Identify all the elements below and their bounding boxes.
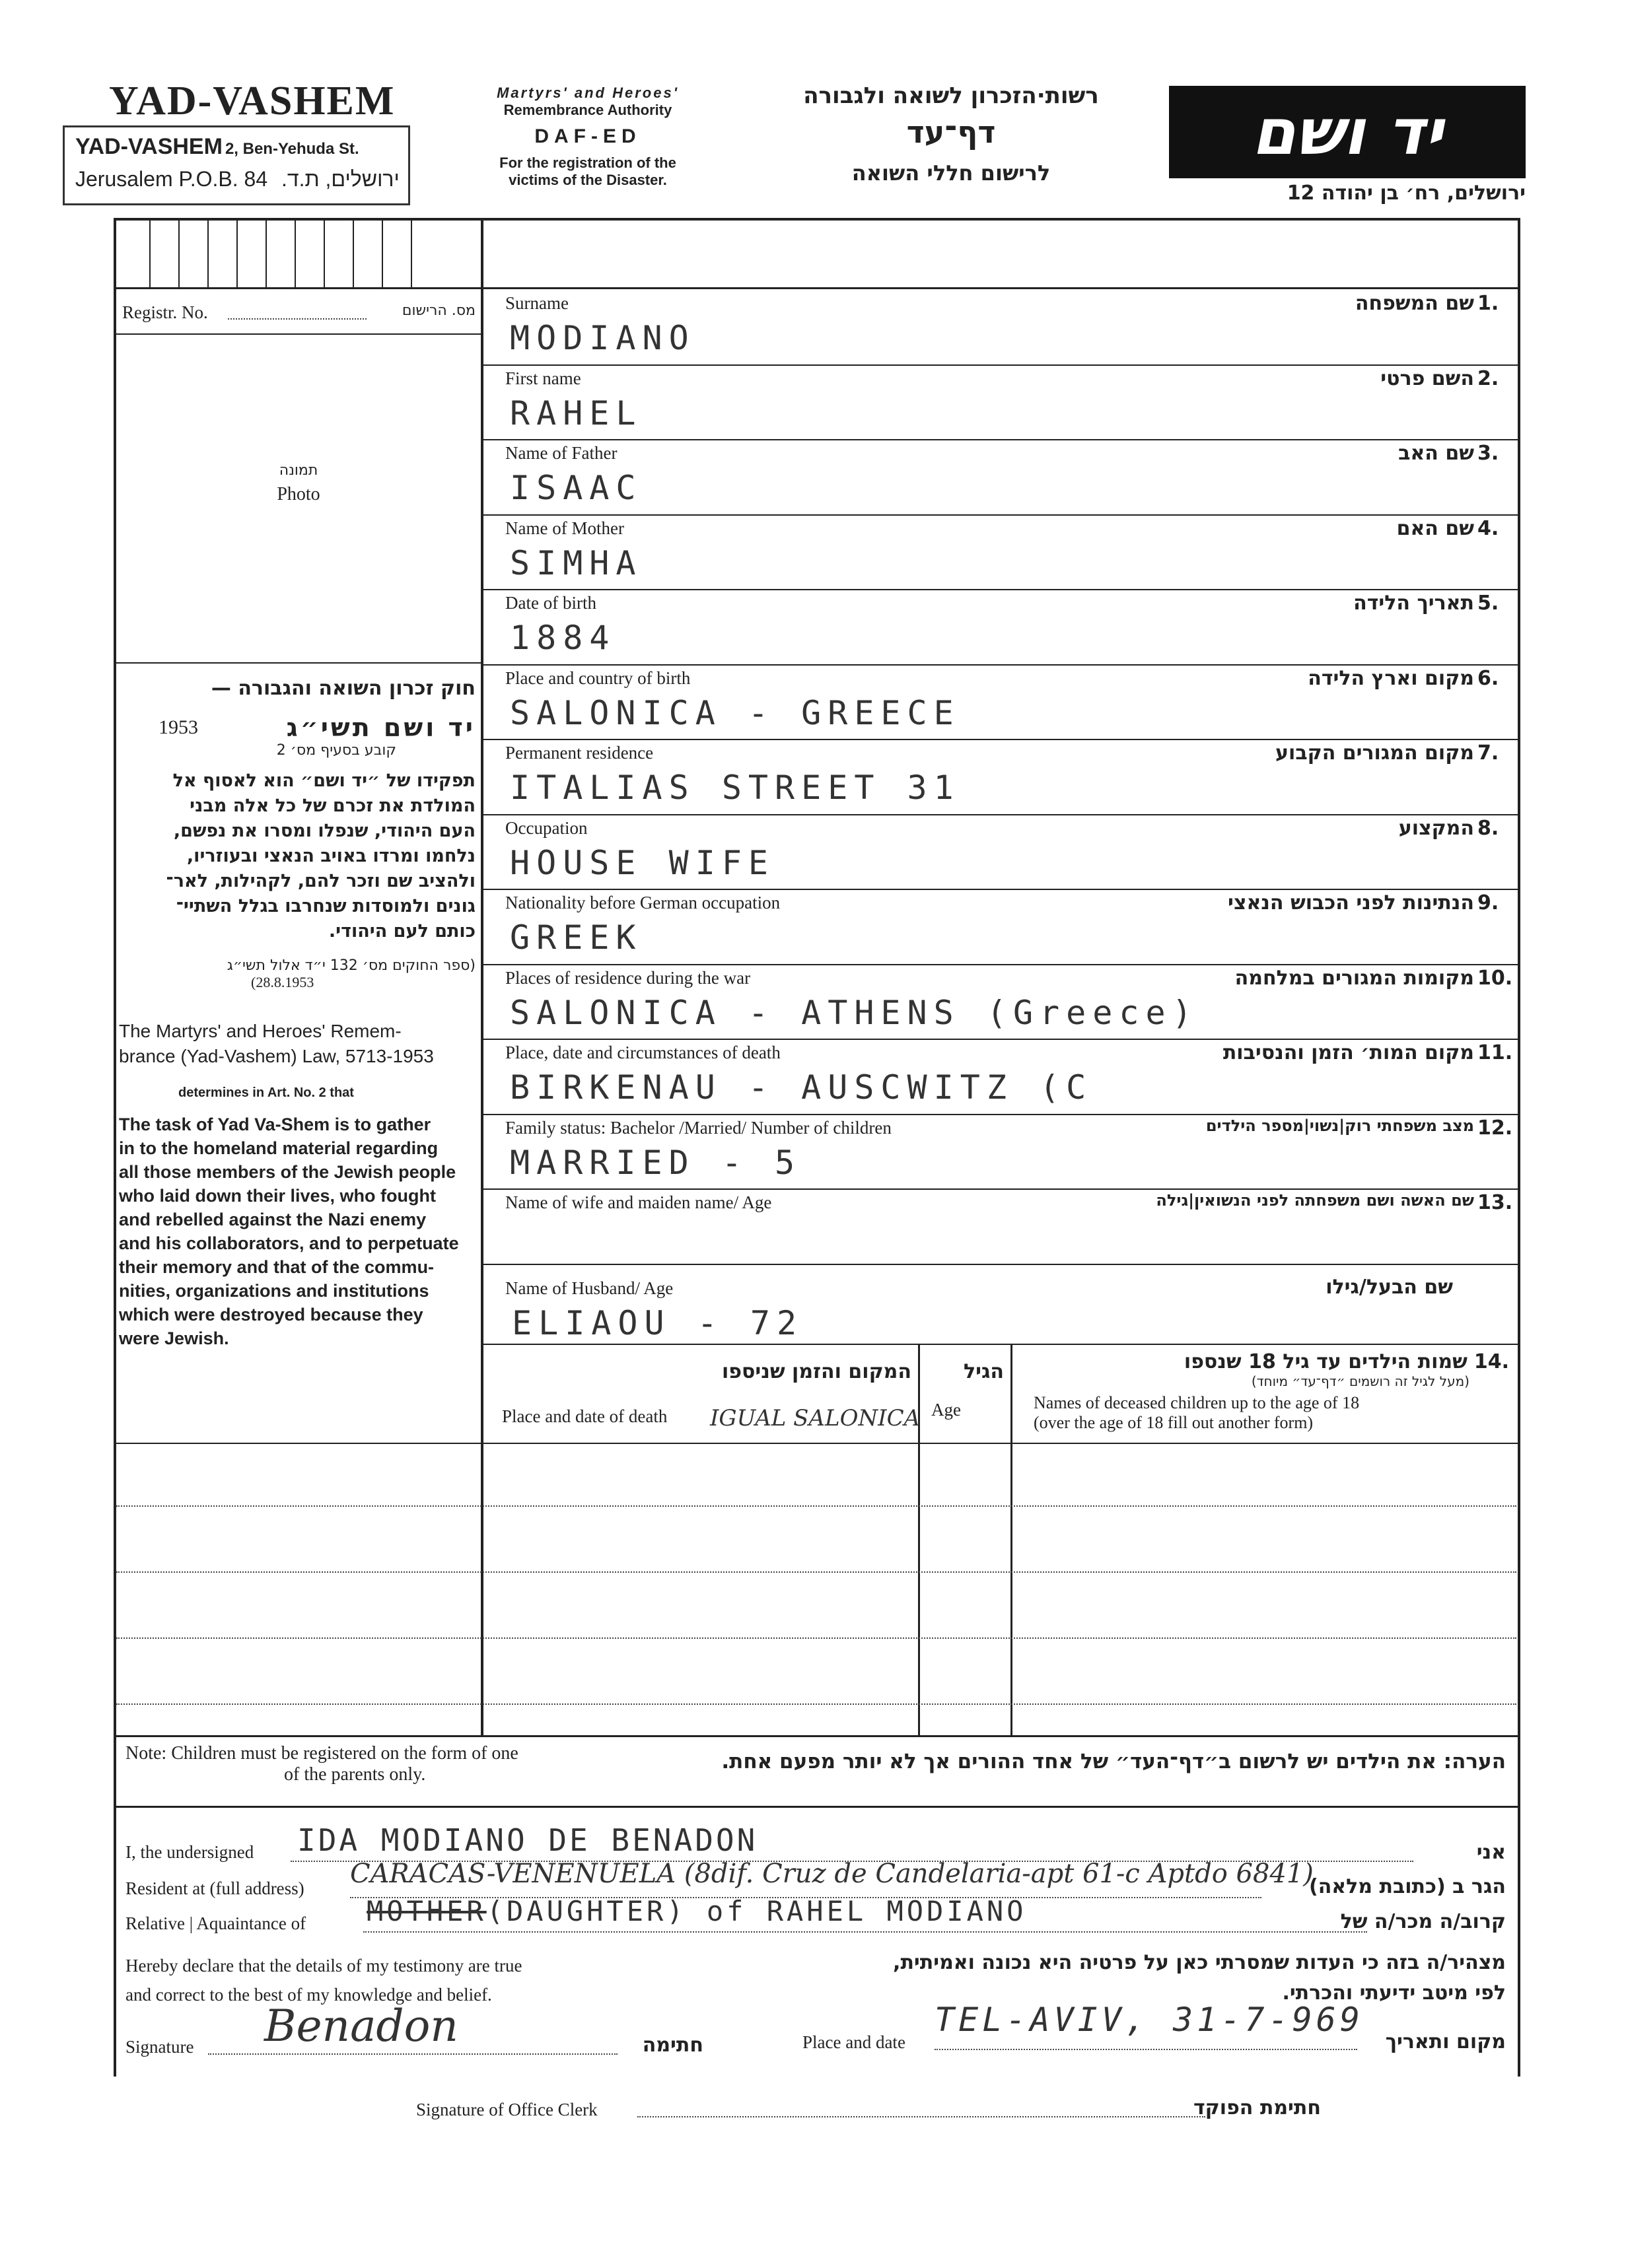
husband-label: Name of Husband/ Age [505,1278,674,1298]
field-label-he: שם האשה ושם משפחתה לפני הנשואין|גילה [1156,1191,1474,1210]
note-he: הערה: את הילדים יש לרשום ב״דף־העד״ של אחד ההורים אך לא יותר מפעם אחת. [721,1750,1506,1773]
field-label: Places of residence during the war [505,967,751,988]
children-age-en: Age [931,1400,961,1420]
field-label-he: שם המשפחה [1355,292,1474,315]
law-body-en-line: nities, organizations and institutions [119,1281,429,1301]
field-label-he: מקום המות׳ הזמן והנסיבות [1222,1041,1474,1064]
law-section-he: קובע בסעיף מס׳ 2 [276,742,396,759]
field-number: 4. [1477,516,1499,540]
field-number: 12. [1477,1116,1513,1140]
header-en-line4: For the registration of the [499,155,676,171]
field-value[interactable]: MODIANO [510,319,695,357]
field-value[interactable]: RAHEL [510,394,643,432]
children-title-he: שמות הילדים עד גיל 18 שנספו [1184,1350,1468,1373]
children-place-value[interactable]: IGUAL SALONICA [710,1405,921,1431]
law-body-en-line: were Jewish. [119,1328,229,1348]
signature-value[interactable]: Benadon [264,2001,458,2051]
law-body-he-line: המולדת את זכרם של כל אלה מבני [190,796,476,816]
field-label-he: תאריך הלידה [1353,592,1474,615]
field-label: Date of birth [505,593,596,613]
field-row [483,1114,1518,1189]
field-value[interactable]: 1884 [510,619,616,657]
relative-value-row [367,1895,1026,1927]
children-sub-he: (מעל לגיל זה רושמים ״דף־עד״ מיוחד) [1251,1373,1469,1389]
registry-label-he: מס. הרישום [402,302,476,319]
husband-value[interactable]: ELIAOU - 72 [512,1304,804,1342]
law-body-en-line: which were destroyed because they [119,1305,423,1324]
law-body-en-line: The task of Yad Va-Shem is to gather [119,1115,431,1134]
place-date-he: מקום ותאריך [1385,2030,1506,2053]
field-row [483,1188,1518,1264]
org-title: YAD-VASHEM [109,79,396,123]
field-row [483,1039,1518,1114]
field-value[interactable]: SIMHA [510,543,643,582]
signature-he: חתימה [642,2034,703,2057]
law-body-en-line: and rebelled against the Nazi enemy [119,1210,427,1229]
field-label: Place and country of birth [505,668,691,688]
field-label-he: הנתינות לפני הכבוש הנאצי [1228,891,1474,914]
header-center-en [436,85,740,189]
children-num: 14. [1473,1350,1509,1373]
field-value[interactable]: ITALIAS STREET 31 [510,769,960,807]
field-row [483,589,1518,664]
law-ref-he: (ספר החוקים מס׳ 132 י״ד אלול תשי״ג [227,957,476,974]
place-date-value[interactable]: TEL-AVIV, 31-7-969 [935,2001,1364,2039]
relative-he: קרוב/ה מכר/ה של [1340,1910,1506,1933]
relative-value[interactable]: (DAUGHTER) of RAHEL MODIANO [486,1895,1027,1927]
field-label: Permanent residence [505,743,654,763]
field-label: Surname [505,293,569,313]
law-body-en-line: their memory and that of the commu- [119,1257,435,1277]
note-en-2: of the parents only. [284,1764,426,1785]
clerk-he: חתימת הפוקד [1193,2096,1321,2119]
hereby-he-2: לפי מיטב ידיעתי והכרתי. [1282,1981,1506,2005]
children-title-en-2: (over the age of 18 fill out another form) [1034,1413,1314,1432]
undersigned-value[interactable]: IDA MODIANO DE BENADON [297,1822,758,1858]
field-label: Name of Father [505,443,618,463]
field-row [483,964,1518,1039]
law-body-en-line: and his collaborators, and to perpetuate [119,1233,459,1253]
law-determines: determines in Art. No. 2 that [178,1085,354,1100]
header-en-line2: Remembrance Authority [503,102,672,118]
field-label-he: מקומות המגורים במלחמה [1234,966,1474,990]
signature-label: Signature [125,2037,194,2057]
relative-label: Relative | Aquaintance of [125,1913,306,1933]
law-body-he-line: ולהציב שם וזכר להם, לקהילות, לאר־ [166,871,476,891]
children-title-en-1: Names of deceased children up to the age of 18 [1034,1393,1360,1412]
law-body-he [119,769,476,944]
field-row [483,664,1518,739]
field-label: Place, date and circumstances of death [505,1043,781,1062]
field-number: 9. [1477,891,1499,914]
stamp-line2-he: ירושלים, ת.ד. [281,167,400,191]
photo-box [116,462,481,505]
field-value[interactable]: SALONICA - GREECE [510,693,960,732]
law-body-he-line: גונים ולמוסדות שנחרבו בגלל השתיי־ [176,896,476,916]
field-number: 2. [1477,366,1499,390]
header-he-line2: דף־עד [906,114,996,150]
field-value[interactable]: SALONICA - ATHENS (Greece) [510,993,1199,1032]
field-number: 3. [1477,442,1499,465]
field-number: 7. [1477,741,1499,765]
field-value[interactable]: GREEK [510,918,643,957]
yad-vashem-logo: יד ושם [1169,86,1526,178]
header-he-line1: רשות·הזכרון לשואה ולגבורה [803,83,1099,109]
field-label: First name [505,368,581,388]
field-label-he: המקצוע [1398,816,1474,840]
field-row [483,439,1518,514]
resident-he: הגר ב (כתובת מלאה) [1308,1875,1506,1898]
field-row [483,289,1518,364]
hereby-he [760,1948,1506,2009]
field-label: Family status: Bachelor /Married/ Number of children [505,1117,892,1138]
children-age-he: הגיל [964,1360,1004,1383]
field-label-he: מקום המגורים הקבוע [1275,741,1474,765]
stamp-line2: Jerusalem P.O.B. 84 [75,167,268,191]
field-label: Name of Mother [505,518,624,538]
law-body-he-line: נלחמו ומרדו באויב הנאצי ובעוזריו, [186,846,476,866]
law-subtitle-he: יד ושם תשי״ג [286,713,476,742]
children-place-he: המקום והזמן שניספו [721,1360,911,1383]
field-number: 8. [1477,816,1499,840]
law-title-en-1: The Martyrs' and Heroes' Remem- [119,1021,402,1041]
hereby-en-1: Hereby declare that the details of my testimony are true [125,1956,522,1976]
law-body-en-line: all those members of the Jewish people [119,1162,456,1182]
law-body-he-line: כותם לעם היהודי. [328,921,476,942]
hereby-en-2: and correct to the best of my knowledge and belief. [125,1985,492,2005]
registry-label: Registr. No. [122,302,208,322]
undersigned-label: I, the undersigned [125,1842,254,1862]
law-body-en-line: in to the homeland material regarding [119,1138,439,1158]
law-ref-date: (28.8.1953 [251,974,314,990]
photo-label-en: Photo [277,484,320,504]
address-stamp [63,125,410,205]
header-en-line1: Martyrs' and Heroes' [497,85,679,101]
children-header [1020,1350,1509,1433]
field-value[interactable]: HOUSE WIFE [510,843,775,882]
header-en-line5: victims of the Disaster. [509,172,667,188]
field-row [483,739,1518,814]
field-number: 5. [1477,592,1499,615]
stamp-overprint: 2, Ben-Yehuda St. [225,140,359,158]
field-row [483,889,1518,964]
header-center-he [766,83,1136,186]
hereby-he-1: מצהיר/ה בזה כי העדות שמסרתי כאן על פרטיה היא נכונה ואמיתית, [893,1951,1506,1974]
relative-struck[interactable]: MOTHER [367,1895,487,1927]
undersigned-he: אני [1476,1841,1506,1864]
stamp-line1: YAD-VASHEM [75,134,223,159]
field-value[interactable]: BIRKENAU - AUSCWITZ (C [510,1068,1093,1107]
field-number: 10. [1477,966,1513,990]
field-number: 6. [1477,666,1499,690]
law-title-en-2: brance (Yad-Vashem) Law, 5713-1953 [119,1046,434,1066]
field-label-he: מצב משפחתי רוק|נשוי|מספר הילדים [1205,1116,1474,1135]
law-body-he-line: העם היהודי, שנפלו ומסרו את נפשם, [173,821,476,841]
place-date-label: Place and date [802,2032,905,2052]
field-label: Name of wife and maiden name/ Age [505,1192,772,1212]
field-label-he: שם האם [1396,516,1474,540]
field-row [483,514,1518,590]
law-title-he: חוק זכרון השואה והגבורה — [211,677,476,700]
field-number: 13. [1477,1191,1513,1214]
logo-address: ירושלים, רח׳ בן יהודה 12 [1287,182,1526,205]
note-en-1: Note: Children must be registered on the form of one [125,1743,518,1764]
field-value[interactable]: MARRIED - 5 [510,1143,802,1182]
field-label: Occupation [505,817,588,838]
field-value[interactable]: ISAAC [510,469,643,507]
law-body-en [119,1113,476,1350]
field-label-he: מקום וארץ הלידה [1308,666,1474,690]
law-year: 1953 [159,716,198,738]
header-en-line3: DAF-ED [534,125,641,147]
law-body-he-line: תפקידו של ״יד ושם״ הוא לאסוף אל [172,771,476,791]
law-section [119,667,476,1350]
field-row [483,364,1518,440]
field-number: 11. [1477,1041,1513,1064]
photo-label-he: תמונה [279,462,318,479]
field-label-he: שם האב [1398,442,1474,465]
field-label: Nationality before German occupation [505,893,781,912]
resident-value[interactable]: CARACAS-VENENUELA (8dif. Cruz de Candelaria-apt 61-c Aptdo 6841) [350,1859,1314,1889]
field-number: 1. [1477,292,1499,315]
header-he-line3: לרישום חללי השואה [851,160,1051,186]
field-label-he: השם פרטי [1380,366,1474,390]
field-row [483,814,1518,889]
law-body-en-line: who laid down their lives, who fought [119,1186,436,1206]
children-place-en: Place and date of death [502,1406,668,1426]
header [0,0,1628,211]
clerk-label: Signature of Office Clerk [416,2100,598,2119]
resident-label: Resident at (full address) [125,1878,304,1898]
note-en [125,1743,654,1785]
husband-label-he: שם הבעל/גילו [1326,1276,1453,1299]
